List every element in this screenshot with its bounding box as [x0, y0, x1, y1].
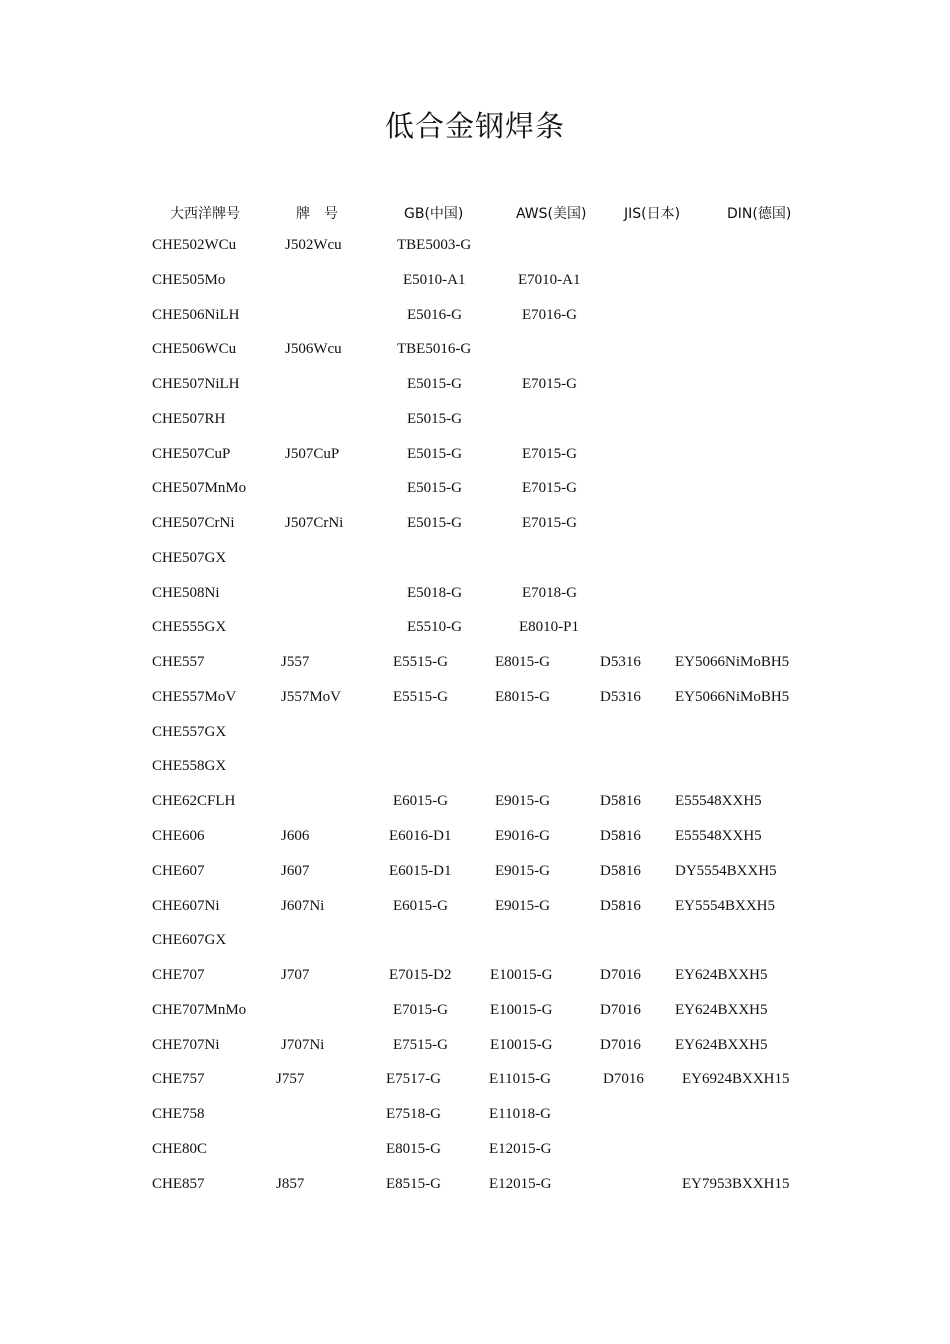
- cell-name: CHE508Ni: [152, 584, 220, 601]
- header-gb-china: GB(中国): [404, 206, 464, 222]
- header-jis-japan: JIS(日本): [624, 206, 681, 222]
- table-row: [0, 967, 950, 1002]
- cell-din: E55548XXH5: [675, 828, 762, 845]
- cell-aws: E7016-G: [522, 306, 577, 323]
- table-row: [0, 480, 950, 515]
- cell-name: CHE707: [152, 967, 205, 984]
- cell-jis: D5816: [600, 828, 641, 845]
- cell-aws: E12015-G: [489, 1140, 552, 1157]
- cell-gb: E7015-G: [393, 1001, 448, 1018]
- cell-jis: D7016: [600, 1036, 641, 1053]
- cell-aws: E11015-G: [489, 1071, 551, 1088]
- cell-din: DY5554BXXH5: [675, 862, 777, 879]
- cell-din: EY5066NiMoBH5: [675, 654, 790, 671]
- table-row: [0, 272, 950, 307]
- cell-din: EY624BXXH5: [675, 967, 768, 984]
- cell-brand: J606: [281, 828, 310, 845]
- cell-aws: E7018-G: [522, 584, 577, 601]
- cell-gb: E5015-G: [407, 376, 462, 393]
- table-row: [0, 863, 950, 898]
- cell-din: EY7953BXXH15: [682, 1175, 790, 1192]
- cell-gb: E7518-G: [386, 1106, 441, 1123]
- cell-name: CHE758: [152, 1106, 205, 1123]
- table-row: [0, 341, 950, 376]
- cell-aws: E9015-G: [495, 897, 550, 914]
- cell-gb: TBE5003-G: [397, 237, 472, 253]
- table-row: [0, 237, 950, 272]
- table-row: [0, 793, 950, 828]
- cell-name: CHE507MnMo: [152, 480, 247, 497]
- table-row: [0, 828, 950, 863]
- electrode-table: [0, 237, 950, 1210]
- cell-din: EY6924BXXH15: [682, 1071, 790, 1088]
- cell-name: CHE507GX: [152, 549, 227, 566]
- header-brand: 牌号: [296, 206, 352, 222]
- cell-brand: J502Wcu: [285, 237, 342, 253]
- cell-din: E55548XXH5: [675, 793, 762, 810]
- page-title: 低合金钢焊条: [384, 109, 565, 143]
- table-row: [0, 1141, 950, 1176]
- cell-gb: E5515-G: [393, 654, 448, 671]
- cell-brand: J507CuP: [285, 445, 340, 462]
- cell-gb: E5510-G: [407, 619, 462, 636]
- cell-brand: J506Wcu: [285, 341, 342, 358]
- table-row: [0, 724, 950, 759]
- cell-gb: TBE5016-G: [397, 341, 472, 358]
- cell-din: EY624BXXH5: [675, 1036, 768, 1053]
- cell-gb: E7515-G: [393, 1036, 448, 1053]
- cell-brand: J757: [276, 1071, 305, 1088]
- table-row: [0, 411, 950, 446]
- table-row: [0, 898, 950, 933]
- cell-name: CHE507CrNi: [152, 515, 235, 532]
- cell-name: CHE502WCu: [152, 237, 237, 253]
- table-row: [0, 1002, 950, 1037]
- cell-gb: E6015-G: [393, 897, 448, 914]
- cell-jis: D5816: [600, 897, 641, 914]
- cell-aws: E8010-P1: [519, 619, 579, 636]
- cell-din: EY5066NiMoBH5: [675, 688, 790, 705]
- cell-gb: E5015-G: [407, 515, 462, 532]
- cell-name: CHE555GX: [152, 619, 227, 636]
- cell-aws: E12015-G: [489, 1175, 552, 1192]
- cell-brand: J557: [281, 654, 310, 671]
- cell-aws: E10015-G: [490, 1001, 553, 1018]
- cell-name: CHE62CFLH: [152, 793, 236, 810]
- cell-name: CHE505Mo: [152, 271, 226, 288]
- table-row: [0, 1176, 950, 1211]
- cell-jis: D7016: [603, 1071, 644, 1088]
- cell-name: CHE557: [152, 654, 205, 671]
- cell-gb: E6016-D1: [389, 828, 452, 845]
- cell-brand: J707Ni: [281, 1036, 325, 1053]
- table-header: [0, 203, 950, 223]
- cell-name: CHE707Ni: [152, 1036, 220, 1053]
- cell-din: EY624BXXH5: [675, 1001, 768, 1018]
- cell-gb: E5515-G: [393, 688, 448, 705]
- cell-aws: E9015-G: [495, 862, 550, 879]
- cell-jis: D5816: [600, 793, 641, 810]
- table-row: [0, 1106, 950, 1141]
- cell-name: CHE506WCu: [152, 341, 237, 358]
- cell-aws: E8015-G: [495, 688, 550, 705]
- header-dxy-brand: 大西洋牌号: [170, 206, 240, 222]
- cell-din: EY5554BXXH5: [675, 897, 775, 914]
- header-aws-usa: AWS(美国): [516, 206, 587, 222]
- cell-name: CHE80C: [152, 1140, 208, 1157]
- cell-gb: E5015-G: [407, 480, 462, 497]
- table-row: [0, 515, 950, 550]
- cell-name: CHE507CuP: [152, 445, 231, 462]
- cell-aws: E11018-G: [489, 1106, 551, 1123]
- table-row: [0, 932, 950, 967]
- cell-brand: J857: [276, 1175, 305, 1192]
- cell-aws: E10015-G: [490, 967, 553, 984]
- cell-gb: E8015-G: [386, 1140, 441, 1157]
- cell-name: CHE607: [152, 862, 205, 879]
- table-row: [0, 585, 950, 620]
- header-din-germany: DIN(德国): [727, 206, 792, 222]
- table-row: [0, 654, 950, 689]
- cell-aws: E7015-G: [522, 376, 577, 393]
- cell-jis: D5316: [600, 654, 641, 671]
- cell-brand: J507CrNi: [285, 515, 344, 532]
- cell-aws: E7015-G: [522, 480, 577, 497]
- cell-gb: E8515-G: [386, 1175, 441, 1192]
- cell-name: CHE506NiLH: [152, 306, 240, 323]
- cell-name: CHE557GX: [152, 723, 227, 740]
- cell-brand: J607: [281, 862, 310, 879]
- cell-brand: J607Ni: [281, 897, 325, 914]
- cell-aws: E8015-G: [495, 654, 550, 671]
- cell-name: CHE757: [152, 1071, 205, 1088]
- cell-gb: E6015-G: [393, 793, 448, 810]
- cell-brand: J557MoV: [281, 688, 342, 705]
- table-row: [0, 689, 950, 724]
- cell-aws: E7015-G: [522, 515, 577, 532]
- cell-gb: E6015-D1: [389, 862, 452, 879]
- cell-gb: E5015-G: [407, 410, 462, 427]
- cell-name: CHE507RH: [152, 410, 226, 427]
- cell-name: CHE558GX: [152, 758, 227, 775]
- cell-aws: E7010-A1: [518, 271, 581, 288]
- cell-gb: E7015-D2: [389, 967, 452, 984]
- table-row: [0, 550, 950, 585]
- table-row: [0, 619, 950, 654]
- cell-name: CHE857: [152, 1175, 205, 1192]
- cell-name: CHE607GX: [152, 932, 227, 949]
- cell-gb: E5018-G: [407, 584, 462, 601]
- cell-jis: D7016: [600, 967, 641, 984]
- table-row: [0, 446, 950, 481]
- cell-jis: D5816: [600, 862, 641, 879]
- cell-brand: J707: [281, 967, 310, 984]
- cell-gb: E7517-G: [386, 1071, 441, 1088]
- cell-name: CHE606: [152, 828, 205, 845]
- cell-jis: D7016: [600, 1001, 641, 1018]
- cell-aws: E9016-G: [495, 828, 550, 845]
- table-row: [0, 1071, 950, 1106]
- cell-name: CHE507NiLH: [152, 376, 240, 393]
- cell-aws: E9015-G: [495, 793, 550, 810]
- cell-name: CHE557MoV: [152, 688, 237, 705]
- cell-aws: E7015-G: [522, 445, 577, 462]
- table-row: [0, 376, 950, 411]
- cell-aws: E10015-G: [490, 1036, 553, 1053]
- cell-gb: E5016-G: [407, 306, 462, 323]
- cell-jis: D5316: [600, 688, 641, 705]
- table-row: [0, 758, 950, 793]
- cell-name: CHE707MnMo: [152, 1001, 247, 1018]
- cell-name: CHE607Ni: [152, 897, 220, 914]
- table-row: [0, 307, 950, 342]
- cell-gb: E5015-G: [407, 445, 462, 462]
- table-row: [0, 1037, 950, 1072]
- cell-gb: E5010-A1: [403, 271, 466, 288]
